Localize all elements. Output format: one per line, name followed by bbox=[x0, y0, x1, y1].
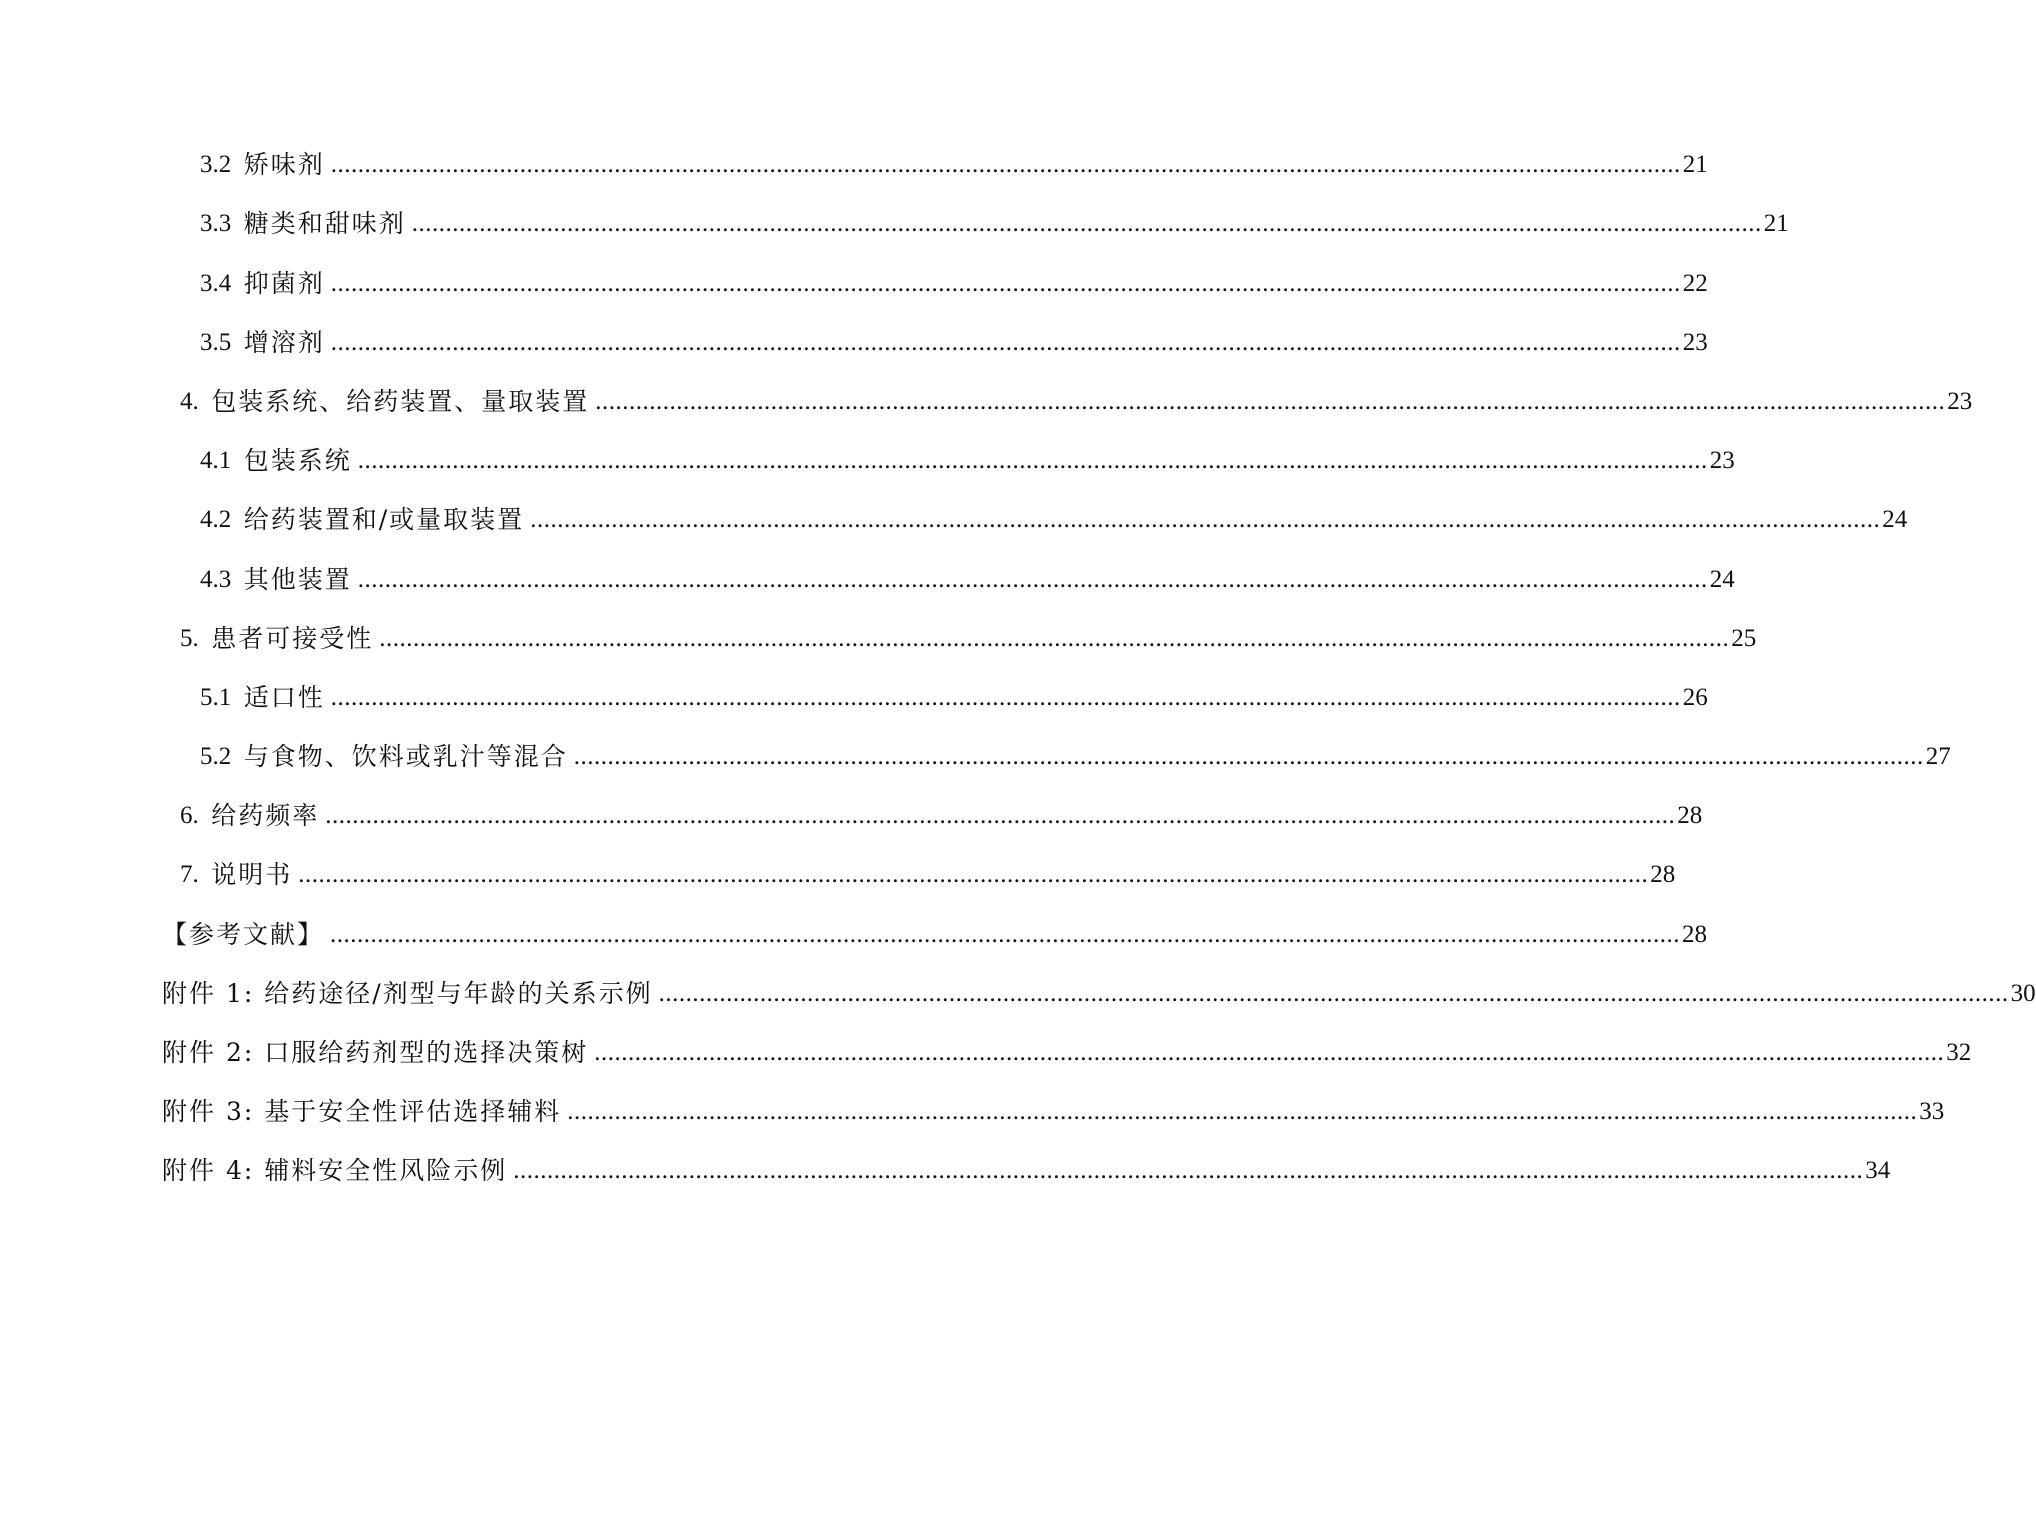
dot-leader: ........................................................................................................................................................................................................ bbox=[411, 210, 1762, 238]
toc-number: 3.2 bbox=[200, 151, 244, 179]
toc-page-number: 22 bbox=[1682, 269, 1708, 297]
dot-leader: ........................................................................................................................................................................................................ bbox=[357, 447, 1708, 475]
toc-title: 其他装置 bbox=[243, 564, 352, 594]
toc-entry-appendix-3[interactable] bbox=[0, 1071, 1945, 1130]
toc-page-number: 26 bbox=[1682, 683, 1708, 711]
toc-title: 给药频率 bbox=[211, 801, 320, 831]
dot-leader: ........................................................................................................................................................................................................ bbox=[330, 328, 1681, 356]
toc-entry-4[interactable] bbox=[0, 361, 1973, 420]
toc-page-number: 23 bbox=[1709, 447, 1735, 475]
toc-title: 抑菌剂 bbox=[243, 268, 325, 298]
toc-entry-appendix-4[interactable] bbox=[0, 1130, 1891, 1189]
toc-title: 【参考文献】 bbox=[162, 919, 325, 949]
toc-title: 适口性 bbox=[243, 682, 325, 712]
toc-page-number: 24 bbox=[1882, 506, 1908, 534]
toc-title: 糖类和甜味剂 bbox=[243, 209, 406, 239]
toc-entry-appendix-2[interactable] bbox=[0, 1012, 1972, 1071]
toc-title: 与食物、饮料或乳汁等混合 bbox=[243, 742, 568, 772]
toc-number: 4.1 bbox=[200, 447, 244, 475]
toc-page-number: 25 bbox=[1731, 624, 1757, 652]
toc-number: 4. bbox=[180, 387, 212, 415]
dot-leader: ........................................................................................................................................................................................................ bbox=[330, 920, 1681, 948]
table-of-contents bbox=[0, 124, 2036, 1189]
toc-number: 5.2 bbox=[200, 743, 244, 771]
toc-number: 5.1 bbox=[200, 683, 244, 711]
toc-number: 3.5 bbox=[200, 328, 244, 356]
toc-page-number: 32 bbox=[1946, 1039, 1972, 1066]
toc-title: 附件 4: 辅料安全性风险示例 bbox=[162, 1156, 508, 1186]
toc-entry-3-2[interactable] bbox=[0, 124, 1708, 183]
toc-number: 3.3 bbox=[200, 210, 244, 238]
toc-page-number: 21 bbox=[1682, 151, 1708, 179]
toc-entry-4-2[interactable] bbox=[0, 479, 1908, 538]
dot-leader: ........................................................................................................................................................................................................ bbox=[330, 151, 1681, 179]
toc-page-number: 24 bbox=[1709, 565, 1735, 593]
toc-title: 矫味剂 bbox=[243, 150, 325, 180]
dot-leader: ........................................................................................................................................................................................................ bbox=[513, 1157, 1864, 1185]
toc-page-number: 23 bbox=[1682, 328, 1708, 356]
toc-number: 4.2 bbox=[200, 506, 244, 534]
toc-number: 3.4 bbox=[200, 269, 244, 297]
toc-entry-4-3[interactable] bbox=[0, 538, 1735, 597]
toc-entry-5-2[interactable] bbox=[0, 716, 1951, 775]
toc-entry-references[interactable] bbox=[0, 893, 1708, 952]
toc-entry-7[interactable] bbox=[0, 834, 1676, 893]
toc-page-number: 21 bbox=[1763, 210, 1789, 238]
toc-entry-3-3[interactable] bbox=[0, 183, 1789, 242]
dot-leader: ........................................................................................................................................................................................................ bbox=[530, 506, 1881, 534]
toc-page-number: 34 bbox=[1865, 1157, 1891, 1185]
toc-title: 包装系统 bbox=[243, 446, 352, 476]
toc-entry-5-1[interactable] bbox=[0, 657, 1708, 716]
dot-leader: ........................................................................................................................................................................................................ bbox=[594, 1039, 1945, 1066]
toc-title: 说明书 bbox=[211, 860, 293, 890]
dot-leader: ........................................................................................................................................................................................................ bbox=[573, 743, 1924, 771]
dot-leader: ........................................................................................................................................................................................................ bbox=[567, 1098, 1918, 1126]
toc-number: 7. bbox=[180, 861, 212, 889]
toc-entry-3-4[interactable] bbox=[0, 242, 1708, 301]
toc-title: 患者可接受性 bbox=[211, 623, 374, 653]
dot-leader: ........................................................................................................................................................................................................ bbox=[357, 565, 1708, 593]
toc-page-number: 28 bbox=[1677, 802, 1703, 830]
dot-leader: ........................................................................................................................................................................................................ bbox=[595, 387, 1946, 415]
toc-number: 6. bbox=[180, 802, 212, 830]
toc-number: 5. bbox=[180, 624, 212, 652]
dot-leader: ........................................................................................................................................................................................................ bbox=[658, 979, 2009, 1007]
toc-title: 增溶剂 bbox=[243, 327, 325, 357]
toc-number: 4.3 bbox=[200, 565, 244, 593]
toc-entry-appendix-1[interactable] bbox=[0, 953, 2036, 1012]
dot-leader: ........................................................................................................................................................................................................ bbox=[325, 802, 1676, 830]
toc-entry-3-5[interactable] bbox=[0, 302, 1708, 361]
dot-leader: ........................................................................................................................................................................................................ bbox=[330, 683, 1681, 711]
toc-entry-4-1[interactable] bbox=[0, 420, 1735, 479]
toc-title: 包装系统、给药装置、量取装置 bbox=[211, 386, 590, 416]
toc-entry-5[interactable] bbox=[0, 598, 1757, 657]
toc-title: 附件 3: 基于安全性评估选择辅料 bbox=[162, 1097, 562, 1127]
toc-page-number: 30 bbox=[2010, 979, 2036, 1007]
toc-page-number: 23 bbox=[1947, 387, 1973, 415]
toc-page-number: 28 bbox=[1682, 920, 1708, 948]
toc-title: 附件 1: 给药途径/剂型与年龄的关系示例 bbox=[162, 978, 653, 1008]
toc-title: 附件 2: 口服给药剂型的选择决策树 bbox=[162, 1038, 589, 1067]
dot-leader: ........................................................................................................................................................................................................ bbox=[379, 624, 1730, 652]
toc-page-number: 33 bbox=[1919, 1098, 1945, 1126]
dot-leader: ........................................................................................................................................................................................................ bbox=[298, 861, 1649, 889]
toc-page-number: 28 bbox=[1650, 861, 1676, 889]
toc-page-number: 27 bbox=[1925, 743, 1951, 771]
dot-leader: ........................................................................................................................................................................................................ bbox=[330, 269, 1681, 297]
toc-entry-6[interactable] bbox=[0, 775, 1703, 834]
toc-title: 给药装置和/或量取装置 bbox=[243, 505, 525, 535]
